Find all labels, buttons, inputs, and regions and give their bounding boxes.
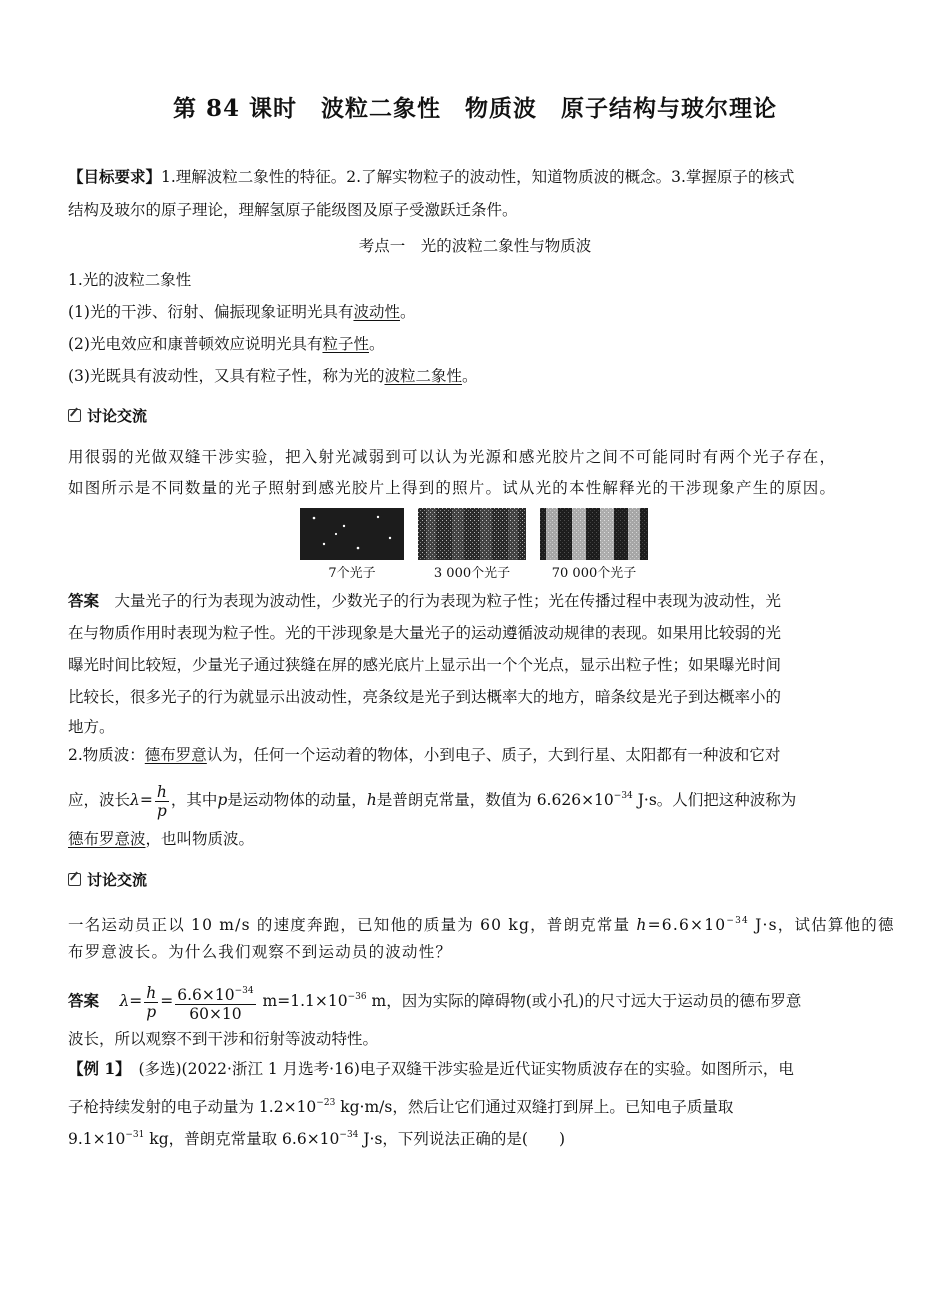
photo-70000-photons <box>540 508 648 560</box>
answer2-line-1: 答案 λ= $\frac{h}{p}$ = $\frac{6.6\times 10^{-34}}{60\times 10}$ $m=1.1\times 10^{-36}$ m，因为实际的障碍物(或小孔)的尺寸远大于运动员的德布罗意 <box>68 983 802 1023</box>
de-broglie-wave: 德布罗意波 <box>68 830 146 848</box>
example1-line-1: 【例 1】 (多选)(2022·浙江 1 月选考·16)电子双缝干涉实验是近代证实物质波存在的实验。如图所示，电 <box>68 1059 794 1078</box>
lambda-fraction: $\frac{h}{p}$ <box>156 782 167 820</box>
answer-label: 答案 <box>68 992 100 1010</box>
photo-3000-photons <box>418 508 526 560</box>
photo-label-1: 7个光子 <box>328 566 376 581</box>
photo-7-photons <box>300 508 404 560</box>
answer-particle: 粒子性 <box>322 335 369 353</box>
edit-icon <box>68 409 81 422</box>
goal-line-2: 结构及玻尔的原子理论，理解氢原子能级图及原子受激跃迁条件。 <box>68 201 518 219</box>
discussion-heading-1: 讨论交流 <box>68 405 883 427</box>
p1-heading: 1.光的波粒二象性 <box>68 271 192 289</box>
p2-line-1: 2.物质波：德布罗意认为，任何一个运动着的物体，小到电子、质子，大到行星、太阳都有一种波和它对 <box>68 746 781 764</box>
frac-h-over-p: $\frac{h}{p}$ <box>146 983 157 1021</box>
answer1-line-2: 在与物质作用时表现为粒子性。光的干涉现象是大量光子的运动遵循波动规律的表现。如果用比较弱的光 <box>68 624 782 642</box>
answer-duality: 波粒二象性 <box>384 367 462 385</box>
goal-text-1: 1.理解波粒二象性的特征。2.了解实物粒子的波动性，知道物质波的概念。3.掌握原子的核式 <box>161 168 795 186</box>
disc2-line-1: 一名运动员正以 10 m/s 的速度奔跑，已知他的质量为 60 kg，普朗克常量 $h=6.6\times 10^{-34}$ J·s，试估算他的德 <box>68 916 895 934</box>
example-label: 【例 1】 <box>68 1059 123 1078</box>
photon-photos <box>300 508 650 580</box>
frac-numeric: $\frac{6.6\times 10^{-34}}{60\times 10}$ <box>175 982 255 1023</box>
p1-item-2: (2)光电效应和康普顿效应说明光具有粒子性。 <box>68 335 385 353</box>
answer2-line-2: 波长，所以观察不到干涉和衍射等波动特性。 <box>68 1030 379 1048</box>
p2-line-2: 应，波长λ= $\frac{h}{p}$ ，其中p是运动物体的动量，h是普朗克常量，数值为 $6.626\times 10^{-34}$ J·s。人们把这种波称为 <box>68 782 797 820</box>
goal-line-1 <box>68 166 883 188</box>
goal-label: 【目标要求】 <box>68 167 162 186</box>
answer1-line-3: 曝光时间比较短，少量光子通过狭缝在屏的感光底片上显示出一个个光点，显示出粒子性；如果曝光时间 <box>68 656 782 674</box>
answer1-line-5: 地方。 <box>68 718 115 736</box>
answer1-line-1: 答案 大量光子的行为表现为波动性，少数光子的行为表现为粒子性；光在传播过程中表现为波动性，光 <box>68 592 782 610</box>
photo-label-2: 3 000个光子 <box>433 566 511 581</box>
photo-label-3: 70 000个光子 <box>551 566 637 581</box>
answer-label: 答案 <box>68 592 100 610</box>
discussion-heading-2: 讨论交流 <box>68 869 883 891</box>
example1-line-2: 子枪持续发射的电子动量为 $1.2\times 10^{-23}$ kg·m/s，然后让它们通过双缝打到屏上。已知电子质量取 <box>68 1098 734 1116</box>
p1-item-3: (3)光既具有波动性，又具有粒子性，称为光的波粒二象性。 <box>68 367 478 385</box>
section-heading: 考点一 光的波粒二象性与物质波 <box>358 237 592 255</box>
page-title: 第 84 课时 波粒二象性 物质波 原子结构与玻尔理论 <box>172 95 778 122</box>
example1-line-3: $9.1\times 10^{-31}$ kg，普朗克常量取 $6.6\times 10^{-34}$ J·s，下列说法正确的是( ) <box>68 1130 566 1148</box>
disc1-line-2: 如图所示是不同数量的光子照射到感光胶片上得到的照片。试从光的本性解释光的干涉现象产生的原因。 <box>68 479 837 497</box>
answer-wave: 波动性 <box>353 303 400 321</box>
de-broglie: 德布罗意 <box>144 746 207 764</box>
p2-line-3: 德布罗意波，也叫物质波。 <box>68 830 255 848</box>
answer1-line-4: 比较长，很多光子的行为就显示出波动性，亮条纹是光子到达概率大的地方，暗条纹是光子到达概率小的 <box>68 688 782 706</box>
edit-icon <box>68 873 81 886</box>
p1-item-1: (1)光的干涉、衍射、偏振现象证明光具有波动性。 <box>68 303 416 321</box>
disc2-line-2: 布罗意波长。为什么我们观察不到运动员的波动性？ <box>68 943 453 961</box>
disc1-line-1: 用很弱的光做双缝干涉实验，把入射光减弱到可以认为光源和感光胶片之间不可能同时有两个光子存在， <box>68 448 837 466</box>
